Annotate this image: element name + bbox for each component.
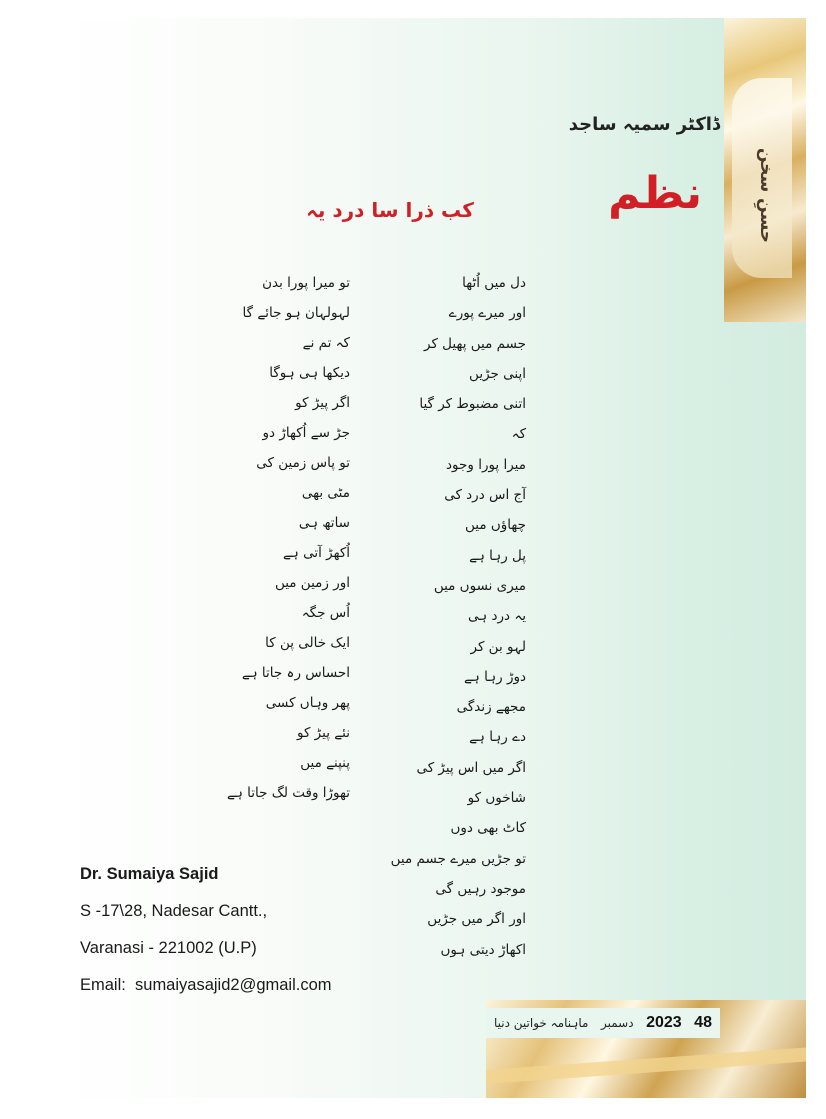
poem-line: میری نسوں میں: [433, 577, 526, 594]
genre-heading: نظم: [608, 168, 702, 219]
poem-line: نئے پیڑ کو: [296, 725, 350, 741]
footer-month: دسمبر: [601, 1016, 634, 1030]
poem-line: پھر وہاں کسی: [265, 695, 350, 711]
poem-line: اور میرے پورے: [448, 305, 526, 322]
poem-line: دل میں اُٹھا: [462, 275, 526, 291]
poem-line: جسم میں پھیل کر: [424, 335, 526, 352]
contact-email-row: [80, 973, 410, 1010]
poem-line: احساس رہ جاتا ہے: [241, 665, 350, 681]
footer-year: 2023: [646, 1014, 682, 1031]
page-number: 48: [694, 1014, 712, 1031]
poem-line: میرا پورا وجود: [446, 456, 526, 473]
poem-line: موجود رہیں گی: [435, 880, 526, 897]
gold-section-tab: [724, 18, 806, 322]
poem-line: اتنی مضبوط کر گیا: [419, 396, 526, 413]
poem-line: اُکھڑ آتی ہے: [282, 545, 350, 561]
poem-line: تو پاس زمین کی: [256, 455, 350, 471]
poem-line: مجھے زندگی: [456, 699, 526, 716]
poem-line: تھوڑا وقت لگ جاتا ہے: [227, 785, 350, 801]
poem-line: اگر پیڑ کو: [295, 395, 350, 411]
email-link[interactable]: sumaiyasajid2@gmail.com: [135, 976, 332, 994]
poem-line: چھاؤں میں: [465, 517, 526, 534]
contact-name: Dr. Sumaiya Sajid: [80, 865, 219, 883]
poem-line: دوڑ رہا ہے: [464, 668, 526, 685]
contact-address-line1: S -17\28, Nadesar Cantt.,: [80, 902, 268, 920]
poem-line: اپنی جڑیں: [469, 365, 526, 382]
poem-line: دیکھا ہی ہوگا: [269, 365, 350, 381]
poem-line: ساتھ ہی: [298, 515, 350, 531]
poem-line: کہ: [511, 426, 526, 443]
gold-stripe-decoration: [486, 1045, 806, 1085]
poem-line: اُس جگہ: [301, 605, 350, 621]
section-label: حسنِ سخن: [756, 148, 776, 244]
poem-line: لہو بن کر: [470, 638, 526, 655]
poem-line: تو جڑیں میرے جسم میں: [390, 850, 526, 867]
poem-line: اور اگر میں جڑیں: [427, 911, 526, 928]
poem-line: کاٹ بھی دوں: [450, 820, 526, 837]
footer-magazine-name: ماہنامہ خواتین دنیا: [494, 1016, 589, 1030]
poem-line: اگر میں اس پیڑ کی: [416, 759, 526, 776]
poem-line: پنپنے میں: [300, 755, 350, 771]
poem-line: اور زمین میں: [274, 575, 350, 591]
poem-line: اکھاڑ دیتی ہوں: [440, 941, 526, 958]
poem-line: جڑ سے اُکھاڑ دو: [262, 425, 350, 441]
poem-column-right: [390, 268, 526, 965]
contact-address-line2: Varanasi - 221002 (U.P): [80, 939, 257, 957]
poem-line: کہ تم نے: [302, 335, 350, 351]
poem-line: پل رہا ہے: [469, 547, 526, 564]
poem-line: شاخوں کو: [467, 790, 526, 807]
page-footer: [486, 1008, 720, 1038]
poem-line: تو میرا پورا بدن: [262, 275, 350, 291]
poem-line: لہولہان ہو جائے گا: [242, 305, 350, 321]
author-name-urdu: ڈاکٹر سمیہ ساجد: [568, 114, 720, 135]
poem-column-left: [200, 268, 350, 808]
poem-line: ایک خالی پن کا: [265, 635, 350, 651]
contact-block: [80, 862, 410, 1010]
poem-line: آج اس درد کی: [444, 487, 526, 504]
poem-line: یہ درد ہی: [468, 608, 526, 625]
poem-line: مٹی بھی: [301, 485, 350, 501]
poem-title: کب ذرا سا درد یہ: [306, 198, 474, 222]
email-label: Email:: [80, 976, 126, 994]
poem-line: دے رہا ہے: [469, 729, 526, 746]
